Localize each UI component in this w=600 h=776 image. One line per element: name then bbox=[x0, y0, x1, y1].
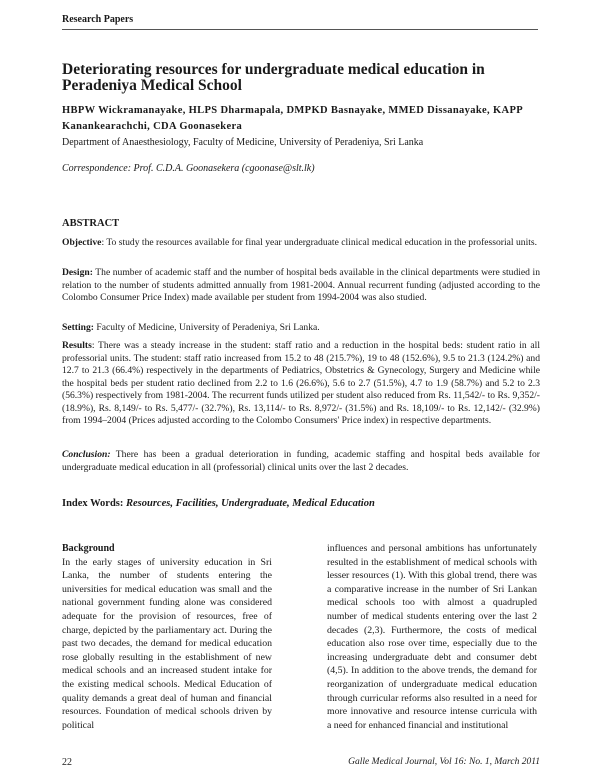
body-column-left bbox=[62, 542, 272, 732]
index-words-values: Resources, Facilities, Undergraduate, Medical Education bbox=[123, 498, 375, 509]
design-label: Design: bbox=[62, 267, 93, 278]
article-title: Deteriorating resources for undergraduate medical education in Peradeniya Medical School bbox=[62, 61, 485, 94]
abstract-setting bbox=[62, 322, 540, 335]
abstract-design bbox=[62, 267, 540, 305]
objective-text: : To study the resources available for final year undergraduate clinical medical education in the professorial units. bbox=[101, 237, 538, 248]
objective-label: Objective bbox=[62, 237, 102, 248]
background-paragraph: In the early stages of university education in Sri Lanka, the number of students entering the universities for medical education was small and the national government funding alone was considered adequate for the provision of resources, free of charge, depicted by the parliamentary act. During the past two decades, the demand for medical education rose globally resulting in the establishment of new medical schools and an increased student intake for the existing medical schools. Medical Education of quality demands a great deal of human and financial resources. Foundation of medical schools driven by political bbox=[62, 556, 272, 731]
conclusion-text: There has been a gradual deterioration in funding, academic staffing and hospital beds available for undergraduate medical education in all (professorial) clinical units over the last 2 decades. bbox=[62, 449, 540, 473]
results-label: Results bbox=[62, 340, 92, 351]
abstract-objective bbox=[62, 237, 540, 250]
journal-citation: Galle Medical Journal, Vol 16: No. 1, March 2011 bbox=[348, 757, 540, 767]
index-words bbox=[62, 498, 540, 509]
header-divider bbox=[62, 29, 538, 30]
author-list: HBPW Wickramanayake, HLPS Dharmapala, DMPKD Basnayake, MMED Dissanayake, KAPP Kanankearachchi, CDA Goonasekera bbox=[62, 105, 523, 132]
index-words-label: Index Words: bbox=[62, 498, 124, 509]
abstract-conclusion bbox=[62, 449, 540, 474]
conclusion-label: Conclusion: bbox=[62, 449, 111, 460]
correspondence-line: Correspondence: Prof. C.D.A. Goonasekera (cgoonase@slt.lk) bbox=[62, 163, 315, 174]
section-label: Research Papers bbox=[62, 14, 134, 25]
page-number: 22 bbox=[62, 757, 72, 768]
setting-text: Faculty of Medicine, University of Peradeniya, Sri Lanka. bbox=[93, 322, 320, 333]
design-text: The number of academic staff and the number of hospital beds available in the clinical departments were studied in relation to the number of students admitted annually from 1981-2004. Annual recurrent funding (adjusted according to the Colombo Consumer Price Index) made available per student from 1994-2004 was also studied. bbox=[62, 267, 540, 303]
author-affiliation: Department of Anaesthesiology, Faculty of Medicine, University of Peradeniya, Sri Lanka bbox=[62, 137, 424, 148]
background-paragraph-continued: influences and personal ambitions has unfortunately resulted in the establishment of medical schools with lesser resources (1). With this global trend, there was a comparative increase in the number of Sri Lankan medical schools too with almost a quadrupled number of medical students entering over the last 2 decades (2,3). Furthermore, the costs of medical education also rose over time, especially due to the increasing undergraduate debt and consumer debt (4,5). In addition to the above trends, the demand for reorganization of undergraduate medical education through curricular reforms also resulted in a need for more innovative and resource intense curricula with a need for enhanced financial and institutional bbox=[327, 543, 537, 731]
abstract-results bbox=[62, 340, 540, 428]
body-column-right bbox=[327, 542, 537, 732]
setting-label: Setting: bbox=[62, 322, 94, 333]
results-text: : There was a steady increase in the student: staff ratio and a reduction in the hospital beds: student ratio in all professorial units. The student: staff ratio increased from 15.2 to 48 (215.7%), 19 to 48 (152.6%), 9.5 to 21.3 (124.2%) and 12.7 to 21.3 (66.4%) respectively in the departments of Pediatrics, Obstetrics & Gynecology, Surgery and Medicine while the hospital beds per student ratio declined from 2.2 to 1.6 (26.6%), 5.6 to 2.7 (51.5%), 4.7 to 1.9 (58.7%) and 5.2 to 2.3 (56.3%) respectively from 1981-2004. The recurrent funds utilized per student also reduced from Rs. 11,542/- to Rs. 9,352/- (18.9%), Rs. 8,149/- to Rs. 5,477/- (32.7%), Rs. 13,114/- to Rs. 8,972/- (31.5%) and Rs. 18,109/- to Rs. 12,142/- (32.9%) from 1994–2004 (Prices adjusted according to the Colombo Consumers' Price index) in respective departments. bbox=[62, 340, 540, 426]
background-heading: Background bbox=[62, 543, 115, 554]
abstract-heading: ABSTRACT bbox=[62, 218, 120, 229]
